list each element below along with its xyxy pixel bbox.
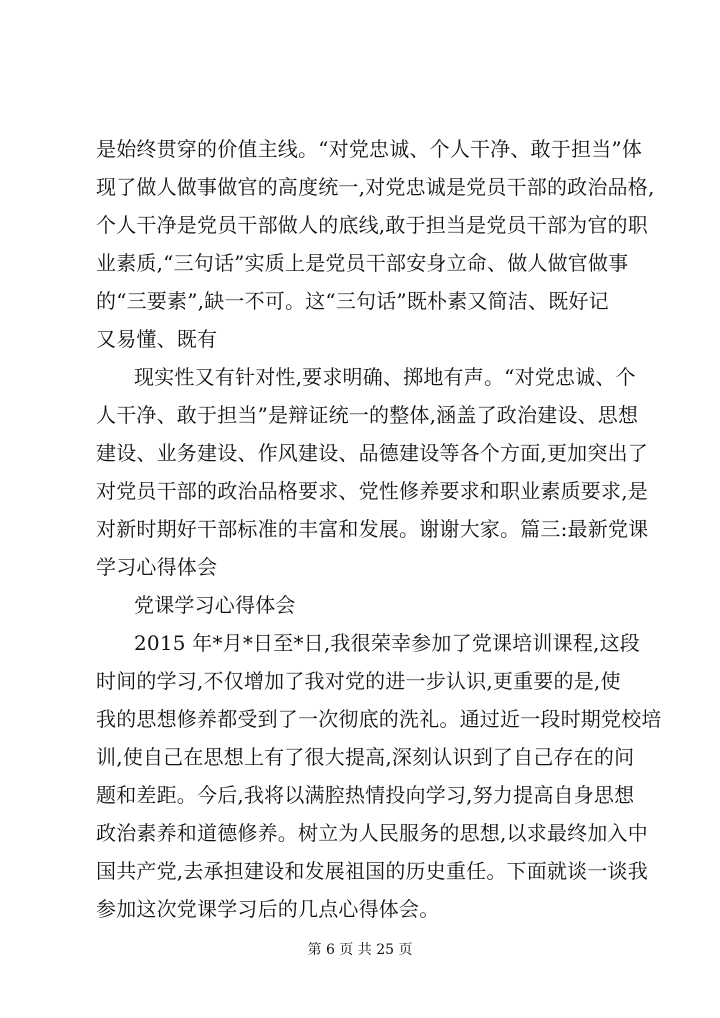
text-line: 学习心得体会 (96, 555, 218, 579)
text-line: 时间的学习,不仅增加了我对党的进一步认识,更重要的是,使 (96, 669, 621, 693)
text-line: 业素质,“三句话”实质上是党员干部安身立命、做人做官做事 (96, 251, 629, 275)
text-line: 我的思想修养都受到了一次彻底的洗礼。通过近一段时期党校培 (96, 707, 662, 731)
text-line: 对新时期好干部标准的丰富和发展。谢谢大家。篇三:最新党课 (96, 517, 649, 541)
text-line: 的“三要素”,缺一不可。这“三句话”既朴素又简洁、既好记 (96, 289, 609, 313)
text-line: 对党员干部的政治品格要求、党性修养要求和职业素质要求,是 (96, 479, 648, 503)
text-line: 个人干净是党员干部做人的底线,敢于担当是党员干部为官的职 (96, 213, 648, 237)
text-line: 2015 年*月*日至*日,我很荣幸参加了党课培训课程,这段 (134, 631, 640, 655)
text-line: 训,使自己在思想上有了很大提高,深刻认识到了自己存在的问 (96, 745, 635, 769)
section-heading: 党课学习心得体会 (134, 593, 296, 617)
text-line: 题和差距。今后,我将以满腔热情投向学习,努力提高自身思想 (96, 783, 635, 807)
text-line: 国共产党,去承担建设和发展祖国的历史重任。下面就谈一谈我 (96, 859, 648, 883)
text-line: 是始终贯穿的价值主线。“对党忠诚、个人干净、敢于担当”体 (96, 137, 643, 161)
text-line: 现实性又有针对性,要求明确、掷地有声。“对党忠诚、个 (134, 365, 636, 389)
page-number-footer: 第 6 页 共 25 页 (307, 942, 413, 958)
text-line: 参加这次党课学习后的几点心得体会。 (96, 897, 440, 921)
text-line: 又易懂、既有 (96, 327, 218, 351)
text-line: 人干净、敢于担当”是辩证统一的整体,涵盖了政治建设、思想 (96, 403, 639, 427)
text-line: 政治素养和道德修养。树立为人民服务的思想,以求最终加入中 (96, 821, 648, 845)
text-line: 建设、业务建设、作风建设、品德建设等各个方面,更加突出了 (96, 441, 648, 465)
text-line: 现了做人做事做官的高度统一,对党忠诚是党员干部的政治品格, (96, 175, 655, 199)
